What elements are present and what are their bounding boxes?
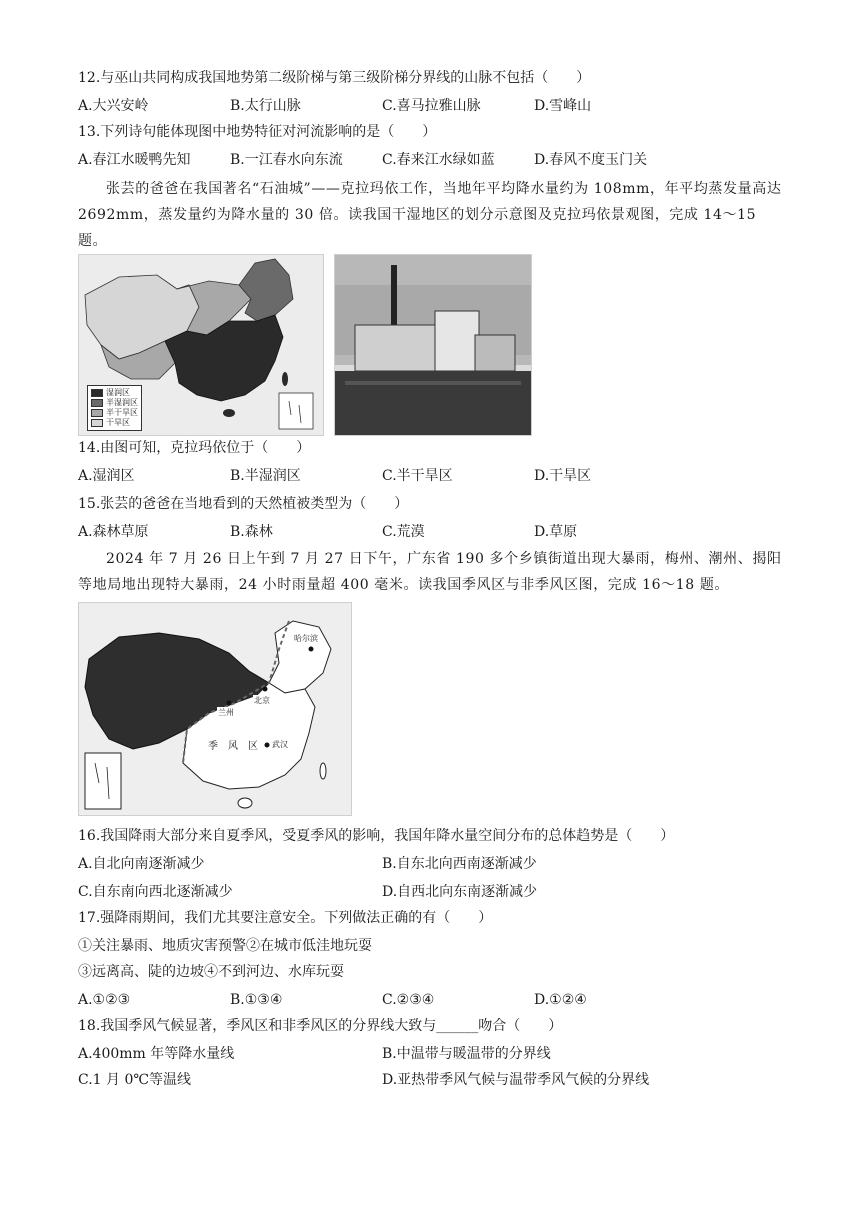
q17-statements-2: ③远离高、陡的边坡④不到河边、水库玩耍 <box>78 964 344 980</box>
q14-stem: 14.由图可知，克拉玛依位于（ ） <box>78 440 311 456</box>
q15-option-b: B.森林 <box>230 524 273 540</box>
q14-option-c: C.半干旱区 <box>382 468 453 484</box>
q15-option-c: C.荒漠 <box>382 524 425 540</box>
q16-option-c: C.自东南向西北逐渐减少 <box>78 884 233 900</box>
legend-arid: 干旱区 <box>91 418 138 428</box>
q13-option-c: C.春来江水绿如蓝 <box>382 152 495 168</box>
legend-semi-arid: 半干旱区 <box>91 408 138 418</box>
map-legend <box>87 385 142 431</box>
passage-karamay: 张芸的爸爸在我国著名“石油城”——克拉玛依工作，当地年平均降水量约为 108mm，年平均蒸发量高达 2692mm，蒸发量约为降水量的 30 倍。读我国干湿地区的划分示意图及克拉玛依景观图，完成 14～15 题。 <box>78 181 782 249</box>
q18-stem: 18.我国季风气候显著，季风区和非季风区的分界线大致与______吻合（ ） <box>78 1018 563 1034</box>
label-beijing: 北京 <box>254 696 270 705</box>
q13-option-a: A.春江水暖鸭先知 <box>78 152 191 168</box>
q12-option-d: D.雪峰山 <box>534 98 592 114</box>
q17-option-b: B.①③④ <box>230 992 283 1008</box>
q12-option-c: C.喜马拉雅山脉 <box>382 98 481 114</box>
label-lanzhou: 兰州 <box>218 708 234 717</box>
q18-option-d: D.亚热带季风气候与温带季风气候的分界线 <box>382 1072 650 1088</box>
q12-option-b: B.太行山脉 <box>230 98 301 114</box>
q16-option-d: D.自西北向东南逐渐减少 <box>382 884 538 900</box>
q13-option-d: D.春风不度玉门关 <box>534 152 648 168</box>
q15-stem: 15.张芸的爸爸在当地看到的天然植被类型为（ ） <box>78 496 409 512</box>
q13-stem: 13.下列诗句能体现图中地势特征对河流影响的是（ ） <box>78 124 437 140</box>
legend-humid: 湿润区 <box>91 388 138 398</box>
q15-option-a: A.森林草原 <box>78 524 149 540</box>
label-wuhan: 武汉 <box>272 740 288 749</box>
q18-option-c: C.1 月 0℃等温线 <box>78 1072 192 1088</box>
q13-option-b: B.一江春水向东流 <box>230 152 343 168</box>
q14-option-a: A.湿润区 <box>78 468 135 484</box>
passage-guangdong-rainstorm: 2024 年 7 月 26 日上午到 7 月 27 日下午，广东省 190 多个乡镇街道出现大暴雨，梅州、潮州、揭阳等地局地出现特大暴雨，24 小时雨量超 400 毫米。读我国季风区与非季风区图，完成 16～18 题。 <box>78 551 782 593</box>
q14-option-b: B.半湿润区 <box>230 468 301 484</box>
q16-stem: 16.我国降雨大部分来自夏季风，受夏季风的影响，我国年降水量空间分布的总体趋势是（ ） <box>78 828 675 844</box>
q16-option-a: A.自北向南逐渐减少 <box>78 856 205 872</box>
q17-statements-1: ①关注暴雨、地质灾害预警②在城市低洼地玩耍 <box>78 938 372 954</box>
q17-option-a: A.①②③ <box>78 992 131 1008</box>
q16-option-b: B.自东北向西南逐渐减少 <box>382 856 537 872</box>
monsoon-region-map <box>78 602 352 816</box>
q17-option-c: C.②③④ <box>382 992 435 1008</box>
q15-option-d: D.草原 <box>534 524 578 540</box>
dry-wet-regions-map <box>78 254 324 436</box>
label-harbin: 哈尔滨 <box>294 634 318 643</box>
q17-option-d: D.①②④ <box>534 992 587 1008</box>
q12-option-a: A.大兴安岭 <box>78 98 149 114</box>
label-monsoon-region: 季 风 区 <box>207 737 259 752</box>
karamay-landscape-photo <box>334 254 532 436</box>
q18-option-a: A.400mm 年等降水量线 <box>78 1046 235 1062</box>
legend-semi-humid: 半湿润区 <box>91 398 138 408</box>
q18-option-b: B.中温带与暖温带的分界线 <box>382 1046 551 1062</box>
q17-stem: 17.强降雨期间，我们尤其要注意安全。下列做法正确的有（ ） <box>78 910 493 926</box>
q12-stem: 12.与巫山共同构成我国地势第二级阶梯与第三级阶梯分界线的山脉不包括（ ） <box>78 70 591 86</box>
q14-option-d: D.干旱区 <box>534 468 592 484</box>
oilfield-photo-graphic <box>335 255 531 435</box>
